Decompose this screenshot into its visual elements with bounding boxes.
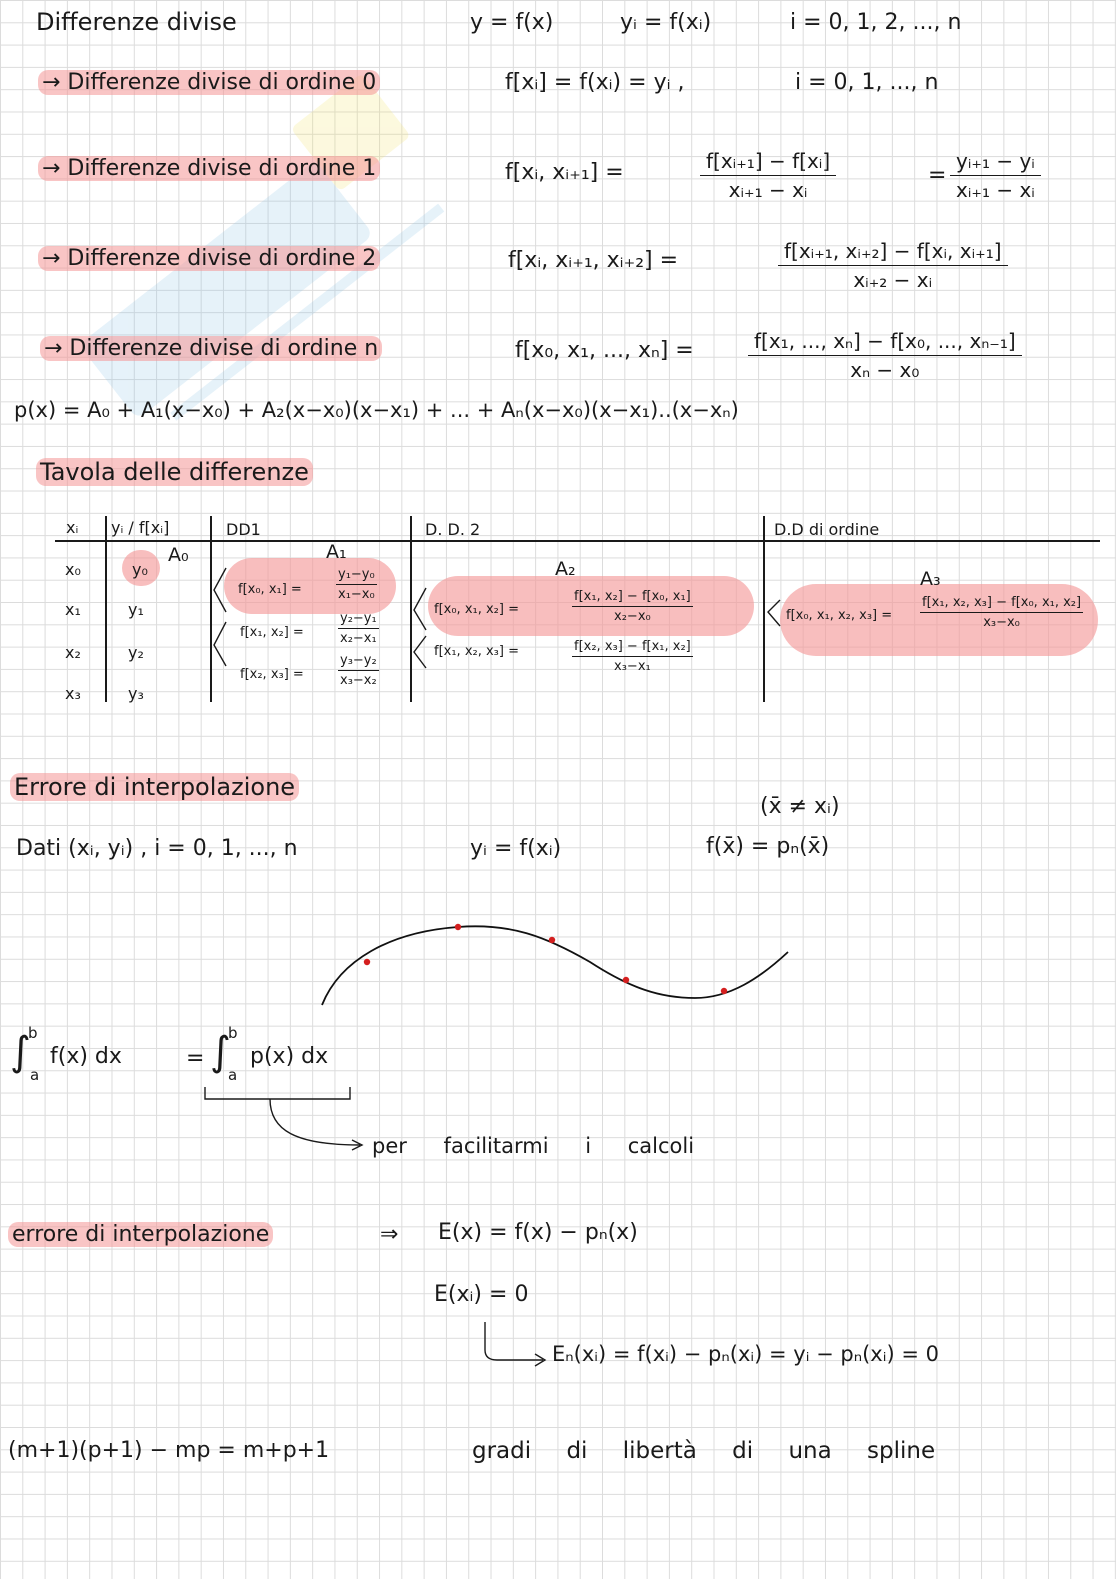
fraction-denominator: x₂−x₀ [614,608,651,624]
fraction-denominator: xᵢ₊₁ − xᵢ [728,178,808,202]
interpolation-node [364,959,370,965]
fraction-numerator: f[x₁, x₂] − f[x₀, x₁] [572,590,693,607]
table-x1: x₁ [65,600,81,619]
integral-annotation-arrow [200,1085,380,1155]
fraction-numerator: f[xᵢ₊₁, xᵢ₊₂] − f[xᵢ, xᵢ₊₁] [778,240,1008,266]
header-eq-1: y = f(x) [470,10,554,35]
order-n-label: → Differenze divise di ordine n [40,338,382,360]
table-x3: x₃ [65,684,81,703]
integral-lhs-body: f(x) dx [50,1044,122,1069]
order-0-formula: f[xᵢ] = f(xᵢ) = yᵢ , [505,70,685,95]
fraction-denominator: x₁−x₀ [338,586,375,602]
header-eq-3: i = 0, 1, 2, ..., n [790,10,962,35]
table-col-rule-4 [763,516,765,702]
order-2-label: → Differenze divise di ordine 2 [38,248,380,270]
newton-polynomial: p(x) = A₀ + A₁(x−x₀) + A₂(x−x₀)(x−x₁) + ... + Aₙ(x−x₀)(x−x₁)..(x−xₙ) [14,398,739,422]
table-y3: y₃ [128,684,144,703]
page-title: Differenze divise [36,8,237,36]
integral-note: per facilitarmi i calcoli [372,1134,695,1158]
order-0-range: i = 0, 1, ..., n [795,70,939,95]
integral-equals: = [186,1046,205,1071]
spline-degrees-formula: (m+1)(p+1) − mp = m+p+1 [8,1438,330,1463]
fraction-numerator: f[x₁, ..., xₙ] − f[x₀, ..., xₙ₋₁] [748,330,1022,356]
fraction-denominator: x₃−x₁ [614,658,651,674]
table-x0: x₀ [65,560,81,579]
order-n-fraction [748,330,1022,382]
header-eq-2: yᵢ = f(xᵢ) [620,10,712,35]
fraction-denominator: xᵢ₊₁ − xᵢ [956,178,1035,202]
interpolation-curve [322,926,788,1005]
dd3-lhs: f[x₀, x₁, x₂, x₃] = [786,608,893,623]
order-2-lhs: f[xᵢ, xᵢ₊₁, xᵢ₊₂] = [508,248,679,273]
order-2-fraction [778,240,1008,292]
table-header-ddn: D.D di ordine [774,520,880,539]
dd1-row-2-lhs: f[x₂, x₃] = [240,667,304,682]
table-header-xi: xᵢ [66,518,79,537]
dd2-row-0-fraction [572,590,693,625]
error-detail-arrow [475,1320,555,1370]
integral-lhs-lower: a [30,1066,40,1084]
error-yi: yᵢ = f(xᵢ) [470,836,562,861]
integral-rhs-sign: ∫ [210,1029,231,1075]
fraction-denominator: x₃−x₀ [983,614,1020,630]
label-a0: A₀ [168,544,189,566]
error-formula-E: E(x) = f(x) − pₙ(x) [438,1220,638,1245]
order-1-equals: = [928,163,947,188]
label-a3: A₃ [920,568,941,590]
interpolation-node [455,924,461,930]
fraction-numerator: yᵢ₊₁ − yᵢ [950,150,1041,176]
fraction-denominator: x₃−x₂ [340,672,377,688]
error-condition: (x̄ ≠ xᵢ) [760,794,840,819]
error-formula-arrow: ⇒ [380,1222,399,1247]
dd2-row-0-lhs: f[x₀, x₁, x₂] = [434,602,519,617]
integral-lhs-sign: ∫ [10,1029,31,1075]
integral-rhs-body: p(x) dx [250,1044,329,1069]
table-header-yi: yᵢ / f[xᵢ] [111,518,170,537]
interpolation-node [623,977,629,983]
label-a1: A₁ [326,541,347,563]
order-0-label: → Differenze divise di ordine 0 [38,72,380,94]
table-x2: x₂ [65,643,81,662]
table-col-rule-3 [410,516,412,702]
table-header-dd2: D. D. 2 [425,520,481,539]
table-y2: y₂ [128,643,144,662]
error-fx: f(x̄) = pₙ(x̄) [706,834,830,859]
fraction-numerator: y₁−y₀ [336,568,377,585]
interpolation-curve-plot [300,900,810,1020]
fraction-numerator: f[x₁, x₂, x₃] − f[x₀, x₁, x₂] [920,596,1083,613]
fraction-numerator: f[xᵢ₊₁] − f[xᵢ] [700,150,836,176]
order-1-lhs: f[xᵢ, xᵢ₊₁] = [505,160,624,185]
table-header-rule [55,540,1100,542]
dd1-row-1-lhs: f[x₁, x₂] = [240,625,304,640]
error-formula-Exi: E(xᵢ) = 0 [434,1282,529,1307]
error-data: Dati (xᵢ, yᵢ) , i = 0, 1, ..., n [16,836,298,861]
fraction-numerator: y₃−y₂ [338,654,379,671]
table-col-rule-2 [210,516,212,702]
table-col-rule-1 [105,516,107,702]
table-y1: y₁ [128,600,144,619]
error-formula-detail: Eₙ(xᵢ) = f(xᵢ) − pₙ(xᵢ) = yᵢ − pₙ(xᵢ) = 0 [552,1342,939,1366]
order-1-label: → Differenze divise di ordine 1 [38,158,380,180]
fraction-numerator: f[x₂, x₃] − f[x₁, x₂] [572,640,693,657]
fraction-denominator: xᵢ₊₂ − xᵢ [853,268,933,292]
integral-lhs-upper: b [28,1024,38,1042]
dd2-row-1-lhs: f[x₁, x₂, x₃] = [434,644,519,659]
order-1-fraction-y [950,150,1041,202]
error-section-title: Errore di interpolazione [10,775,299,799]
dd1-row-0-lhs: f[x₀, x₁] = [238,582,302,597]
dd1-row-1-fraction [338,612,379,647]
table-title: Tavola delle differenze [36,460,313,484]
dd1-row-2-fraction [338,654,379,689]
fraction-denominator: x₂−x₁ [340,630,377,646]
dd3-fraction [920,596,1083,631]
table-y0: y₀ [132,560,148,579]
table-header-dd1: DD1 [226,520,261,539]
error-formula-label: errore di interpolazione [8,1224,273,1246]
interpolation-node [549,937,555,943]
integral-rhs-lower: a [228,1066,238,1084]
label-a2: A₂ [555,558,576,580]
order-n-lhs: f[x₀, x₁, ..., xₙ] = [515,338,694,363]
dd1-row-0-fraction [336,568,377,603]
integral-rhs-upper: b [228,1024,238,1042]
dd2-row-1-fraction [572,640,693,675]
interpolation-node [721,988,727,994]
interpolation-nodes [364,924,727,994]
fraction-denominator: xₙ − x₀ [850,358,920,382]
order-1-fraction [700,150,836,202]
fraction-numerator: y₂−y₁ [338,612,379,629]
spline-degrees-text: gradi di libertà di una spline [472,1438,936,1464]
